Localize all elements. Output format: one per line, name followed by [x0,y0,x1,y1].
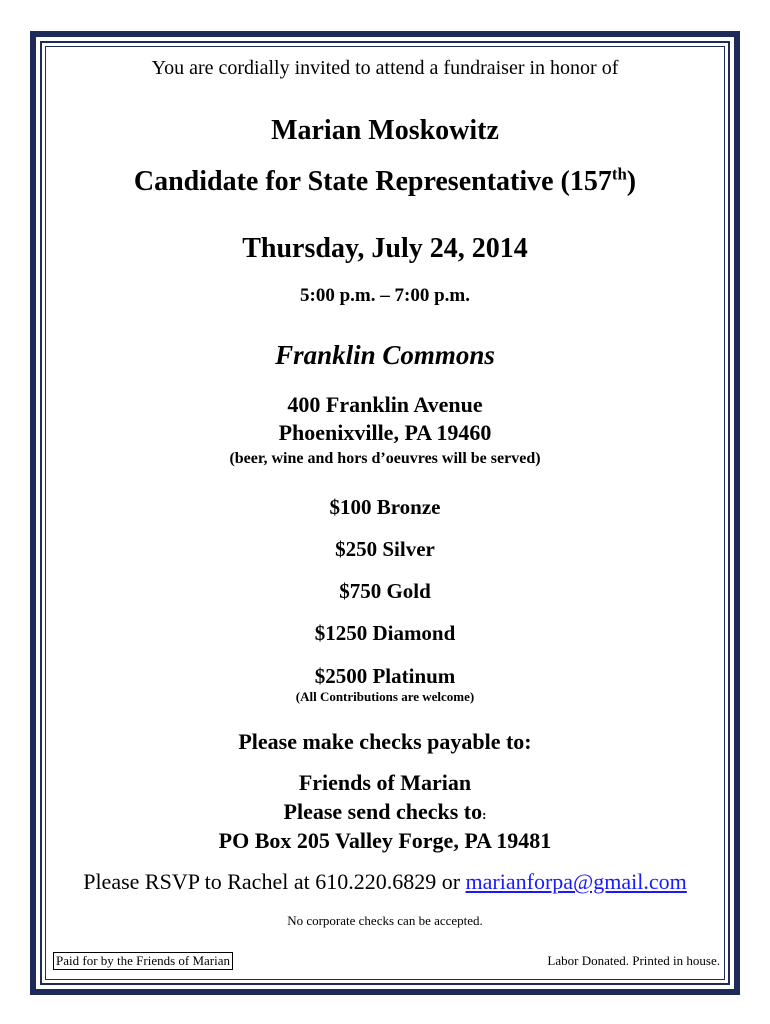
candidate-title-text: Candidate for State Representative (157 [133,166,612,197]
corporate-note: No corporate checks can be accepted. [287,913,483,928]
checks-payee: Friends of Marian [298,770,472,795]
checks-send-to-colon: : [482,807,487,822]
level-diamond: $1250 Diamond [314,621,456,645]
event-date: Thursday, July 24, 2014 [242,233,528,264]
paid-for-note: Paid for by the Friends of Marian [53,952,233,970]
checks-send-to [48,799,722,825]
event-time: 5:00 p.m. – 7:00 p.m. [300,285,470,306]
labor-note: Labor Donated. Printed in house. [547,953,720,968]
refreshments-note: (beer, wine and hors d’oeuvres will be served) [229,450,541,467]
candidate-title-sup: th [611,164,627,184]
address-line-1: 400 Franklin Avenue [287,392,483,417]
checks-send-to-text: Please send checks to [283,799,483,824]
checks-address: PO Box 205 Valley Forge, PA 19481 [218,828,552,853]
rsvp-text: Please RSVP to Rachel at 610.220.6829 or [83,869,466,894]
candidate-title [48,166,722,198]
level-gold: $750 Gold [339,579,431,603]
address-line-2: Phoenixville, PA 19460 [278,420,492,445]
checks-heading: Please make checks payable to: [238,729,532,754]
level-bronze: $100 Bronze [329,495,441,519]
level-platinum: $2500 Platinum [314,664,456,688]
rsvp-email-link[interactable]: marianforpa@gmail.com [465,869,687,894]
venue-name: Franklin Commons [275,340,495,370]
candidate-title-end: ) [626,166,637,197]
contributions-note: (All Contributions are welcome) [295,689,475,704]
level-silver: $250 Silver [335,537,435,561]
rsvp-line [48,869,722,895]
candidate-name: Marian Moskowitz [271,115,499,146]
intro-text: You are cordially invited to attend a fundraiser in honor of [151,57,619,79]
